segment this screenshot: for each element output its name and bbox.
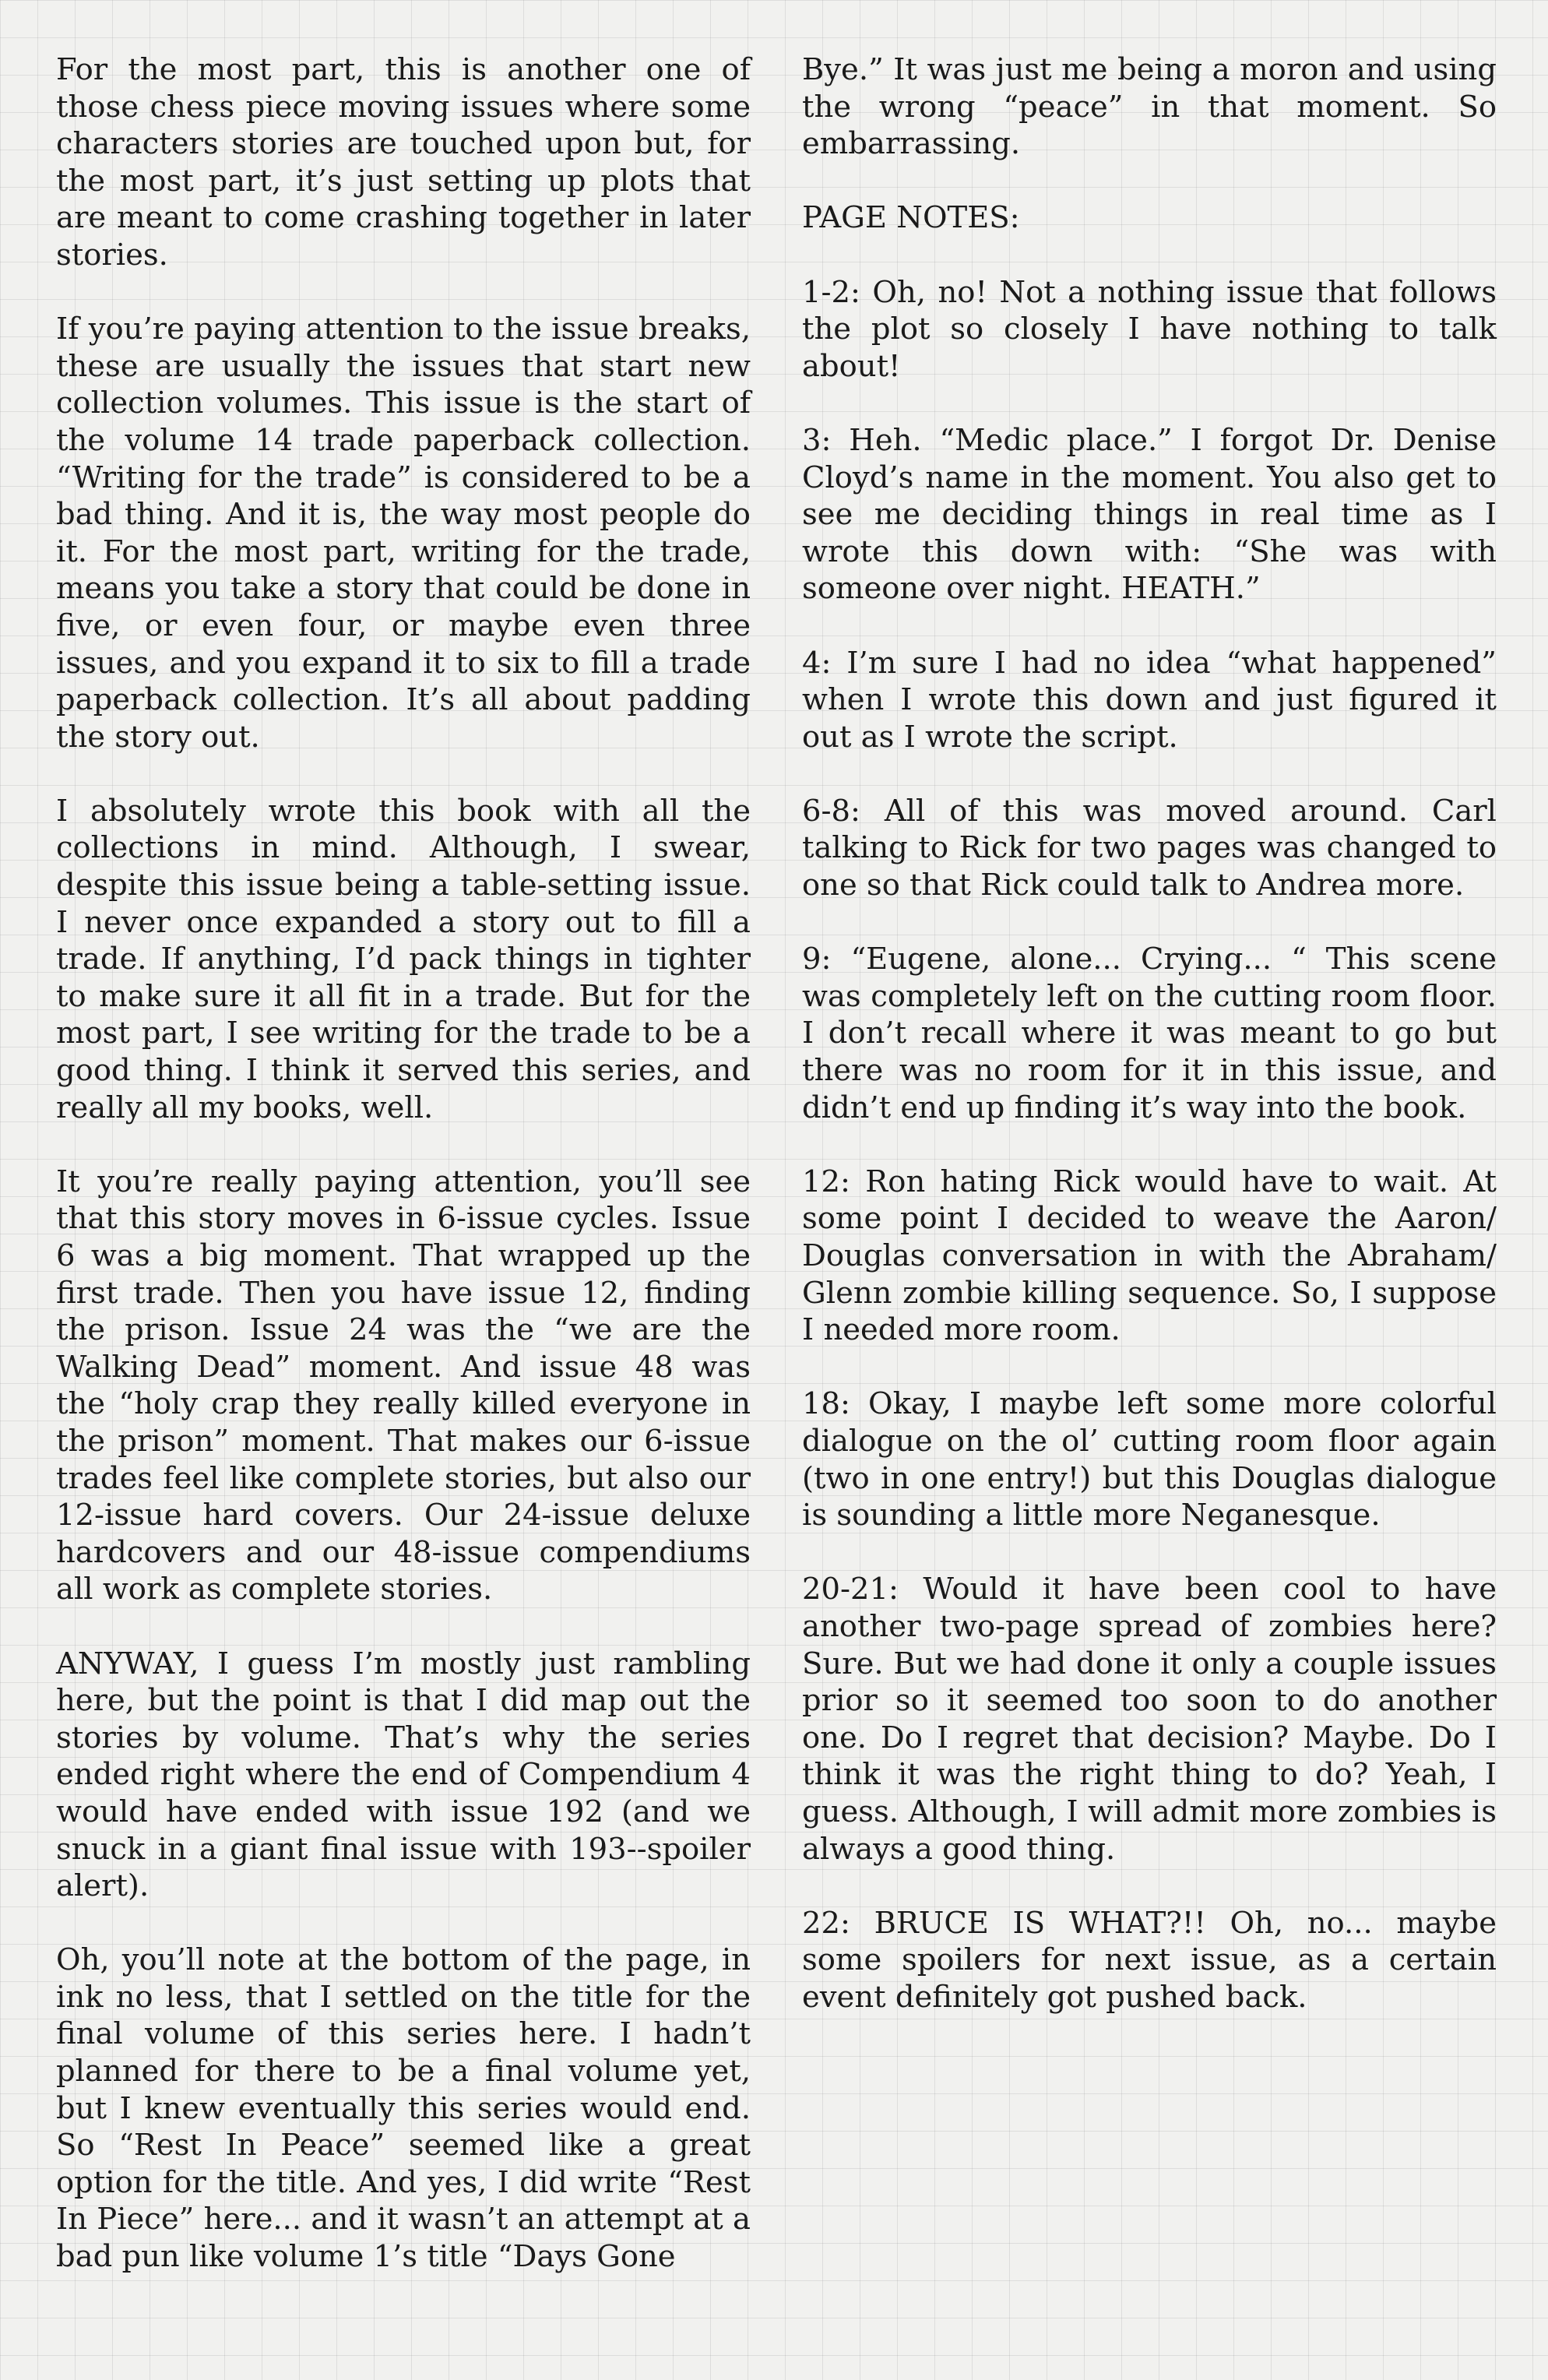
page-note-22: 22: BRUCE IS WHAT?!! Oh, no... maybe some spoilers for next issue, as a certain event definitely got pushed back.: [802, 1905, 1497, 2015]
paragraph-chess-piece-issue: For the most part, this is another one of those chess piece moving issues where some characters stories are touched upon but, for the most part, it’s just setting up plots that are meant to come crashing together in later stories.: [56, 52, 751, 273]
right-column: [802, 51, 1497, 2276]
page-note-12: 12: Ron hating Rick would have to wait. At some point I decided to weave the Aaron/ Douglas conversation in with the Abraham/ Glenn zombie killing sequence. So, I suppose I needed more room.: [802, 1164, 1497, 1348]
page-note-20-21: 20-21: Would it have been cool to have another two-page spread of zombies here? Sure. But we had done it only a couple issues prior so it seemed too soon to do another one. Do I regret that decision? Maybe. Do I think it was the right thing to do? Yeah, I guess. Although, I will admit more zombies is always a good thing.: [802, 1572, 1497, 1867]
page-note-1-2: 1-2: Oh, no! Not a nothing issue that follows the plot so closely I have nothing to talk about!: [802, 274, 1497, 384]
paragraph-six-issue-cycles: It you’re really paying attention, you’ll see that this story moves in 6-issue cycles. Issue 6 was a big moment. That wrapped up the first trade. Then you have issue 12, finding the prison. Issue 24 was the “we are the Walking Dead” moment. And issue 48 was the “holy crap they really killed everyone in the prison” moment. That makes our 6-issue trades feel like complete stories, but also our 12-issue hard covers. Our 24-issue deluxe hardcovers and our 48-issue compendiums all work as complete stories.: [56, 1164, 751, 1607]
left-column: [56, 51, 751, 2276]
paragraph-writing-for-the-trade: If you’re paying attention to the issue breaks, these are usually the issues that start new collection volumes. This issue is the start of the volume 14 trade paperback collection. “Writing for the trade” is considered to be a bad thing. And it is, the way most people do it. For the most part, writing for the trade, means you take a story that could be done in five, or even four, or maybe even three issues, and you expand it to six to fill a trade paperback collection. It’s all about padding the story out.: [56, 312, 751, 755]
page-note-6-8: 6-8: All of this was moved around. Carl talking to Rick for two pages was changed to one so that Rick could talk to Andrea more.: [802, 793, 1497, 903]
paragraph-continued-bye: Bye.” It was just me being a moron and using the wrong “peace” in that moment. So embarrassing.: [802, 52, 1497, 162]
paragraph-map-by-volume: ANYWAY, I guess I’m mostly just rambling here, but the point is that I did map out the stories by volume. That’s why the series ended right where the end of Compendium 4 would have ended with issue 192 (and we snuck in a giant final issue with 193--spoiler alert).: [56, 1646, 751, 1904]
page-note-4: 4: I’m sure I had no idea “what happened” when I wrote this down and just figured it out as I wrote the script.: [802, 645, 1497, 755]
page-note-3: 3: Heh. “Medic place.” I forgot Dr. Denise Cloyd’s name in the moment. You also get to see me deciding things in real time as I wrote this down with: “She was with someone over night. HEATH.”: [802, 422, 1497, 607]
page-notes-heading: PAGE NOTES:: [802, 200, 1020, 236]
paragraph-collections-in-mind: I absolutely wrote this book with all the collections in mind. Although, I swear, despite this issue being a table-setting issue. I never once expanded a story out to fill a trade. If anything, I’d pack things in tighter to make sure it all fit in a trade. But for the most part, I see writing for the trade to be a good thing. I think it served this series, and really all my books, well.: [56, 793, 751, 1125]
page-note-9: 9: “Eugene, alone... Crying... “ This scene was completely left on the cutting room floor. I don’t recall where it was meant to go but there was no room for it in this issue, and didn’t end up finding it’s way into the book.: [802, 942, 1497, 1125]
letter-page: [56, 51, 1497, 2276]
page-note-18: 18: Okay, I maybe left some more colorful dialogue on the ol’ cutting room floor again (two in one entry!) but this Douglas dialogue is sounding a little more Neganesque.: [802, 1386, 1497, 1533]
paragraph-final-volume-title: Oh, you’ll note at the bottom of the page, in ink no less, that I settled on the title for the final volume of this series here. I hadn’t planned for there to be a final volume yet, but I knew eventually this series would end. So “Rest In Peace” seemed like a great option for the title. And yes, I did write “Rest In Piece” here... and it wasn’t an attempt at a bad pun like volume 1’s title “Days Gone: [56, 1942, 751, 2275]
